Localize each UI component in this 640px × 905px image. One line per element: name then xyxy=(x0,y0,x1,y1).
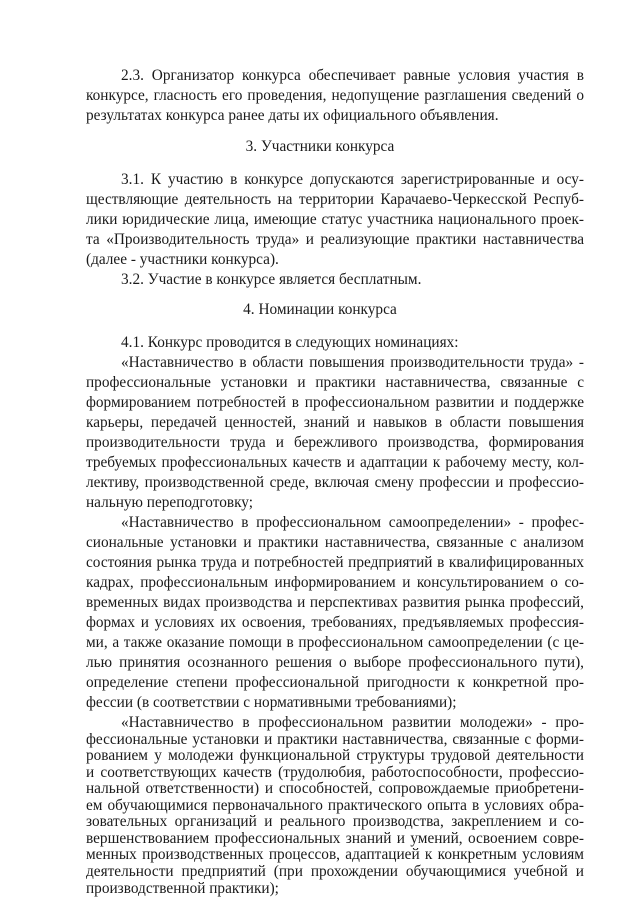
text-line: профессиональные установки и практики наставничества, связанные с xyxy=(86,374,584,391)
text-line: лики юридические лица, имеющие статус участника национального проек- xyxy=(86,211,584,228)
text-line: требуемых профессиональных качеств и адаптации к рабочему месту, кол- xyxy=(86,454,584,471)
text-line: ществляющие деятельность на территории Карачаево-Черкесской Респуб- xyxy=(86,191,584,208)
text-line: рованием у молодежи функциональной структуры трудовой деятельности xyxy=(86,747,584,765)
text-line: 3.2. Участие в конкурсе является бесплатным. xyxy=(121,271,422,288)
text-line: определение степени профессиональной пригодности к конкретной про- xyxy=(86,674,584,691)
text-line: лективу, производственной среде, включая смену профессии и профессио- xyxy=(86,474,584,491)
text-line: временных видах производства и перспективах развития рынка профессий, xyxy=(86,594,584,611)
text-line: «Наставничество в профессиональном самоопределении» - профес- xyxy=(121,514,584,531)
text-line: нальную переподготовку; xyxy=(86,494,254,511)
text-line: та «Производительность труда» и реализующие практики наставничества xyxy=(86,231,584,248)
text-line: формах и условиях их освоения, требованиях, предъявляемых профессия- xyxy=(86,614,584,631)
text-line: ем обучающимися первоначального практического опыта в условиях обра- xyxy=(86,796,584,814)
text-line: состояния рынка труда и потребностей предприятий в квалифицированных xyxy=(86,554,584,571)
text-line: ми, а также оказание помощи в профессиональном самоопределении (с це- xyxy=(86,634,584,651)
text-line: 2.3. Организатор конкурса обеспечивает равные условия участия в xyxy=(121,67,584,84)
text-line: формированием потребностей в профессиональном развитии и поддержке xyxy=(86,394,584,411)
text-line: лью принятия осознанного решения о выборе профессионального пути), xyxy=(86,654,584,671)
text-line: нальной ответственности) и способностей, сопровождаемые приобретени- xyxy=(86,780,584,798)
text-line: зовательных организаций и реального производства, закреплением и со- xyxy=(86,813,584,831)
section-heading: 3. Участники конкурса xyxy=(245,138,395,155)
text-line: сиональные установки и практики наставничества, связанные с анализом xyxy=(86,534,584,551)
text-line: конкурсе, гласность его проведения, недопущение разглашения сведений о xyxy=(86,87,584,104)
text-line: производственной практики); xyxy=(86,879,279,897)
text-line: и соответствующих качеств (трудолюбия, работоспособности, профессио- xyxy=(86,763,584,781)
text-line: 4.1. Конкурс проводится в следующих номинациях: xyxy=(121,334,459,351)
text-line: кадрах, профессиональным информированием и консультированием о со- xyxy=(86,574,584,591)
text-line: производительности труда и бережливого производства, формирования xyxy=(86,434,584,451)
text-line: вершенствованием профессиональных знаний и умений, освоением совре- xyxy=(86,829,584,847)
text-line: менных производственных процессов, адаптацией к конкретным условиям xyxy=(86,846,584,864)
text-line: 3.1. К участию в конкурсе допускаются зарегистрированные и осу- xyxy=(121,171,584,188)
text-line: карьеры, передачей ценностей, знаний и навыков в области повышения xyxy=(86,414,584,431)
text-line: «Наставничество в области повышения производительности труда» - xyxy=(121,354,584,371)
text-line: фессиональные установки и практики наставничества, связанные с форми- xyxy=(86,730,584,748)
text-line: фессии (в соответствии с нормативными требованиями); xyxy=(86,694,457,711)
text-line: «Наставничество в профессиональном развитии молодежи» - про- xyxy=(121,714,584,731)
text-line: (далее - участники конкурса). xyxy=(86,251,279,268)
text-line: результатах конкурса ранее даты их официального объявления. xyxy=(86,107,499,124)
text-line: деятельности предприятий (при прохождении обучающимися учебной и xyxy=(86,863,584,880)
section-heading: 4. Номинации конкурса xyxy=(243,301,397,318)
